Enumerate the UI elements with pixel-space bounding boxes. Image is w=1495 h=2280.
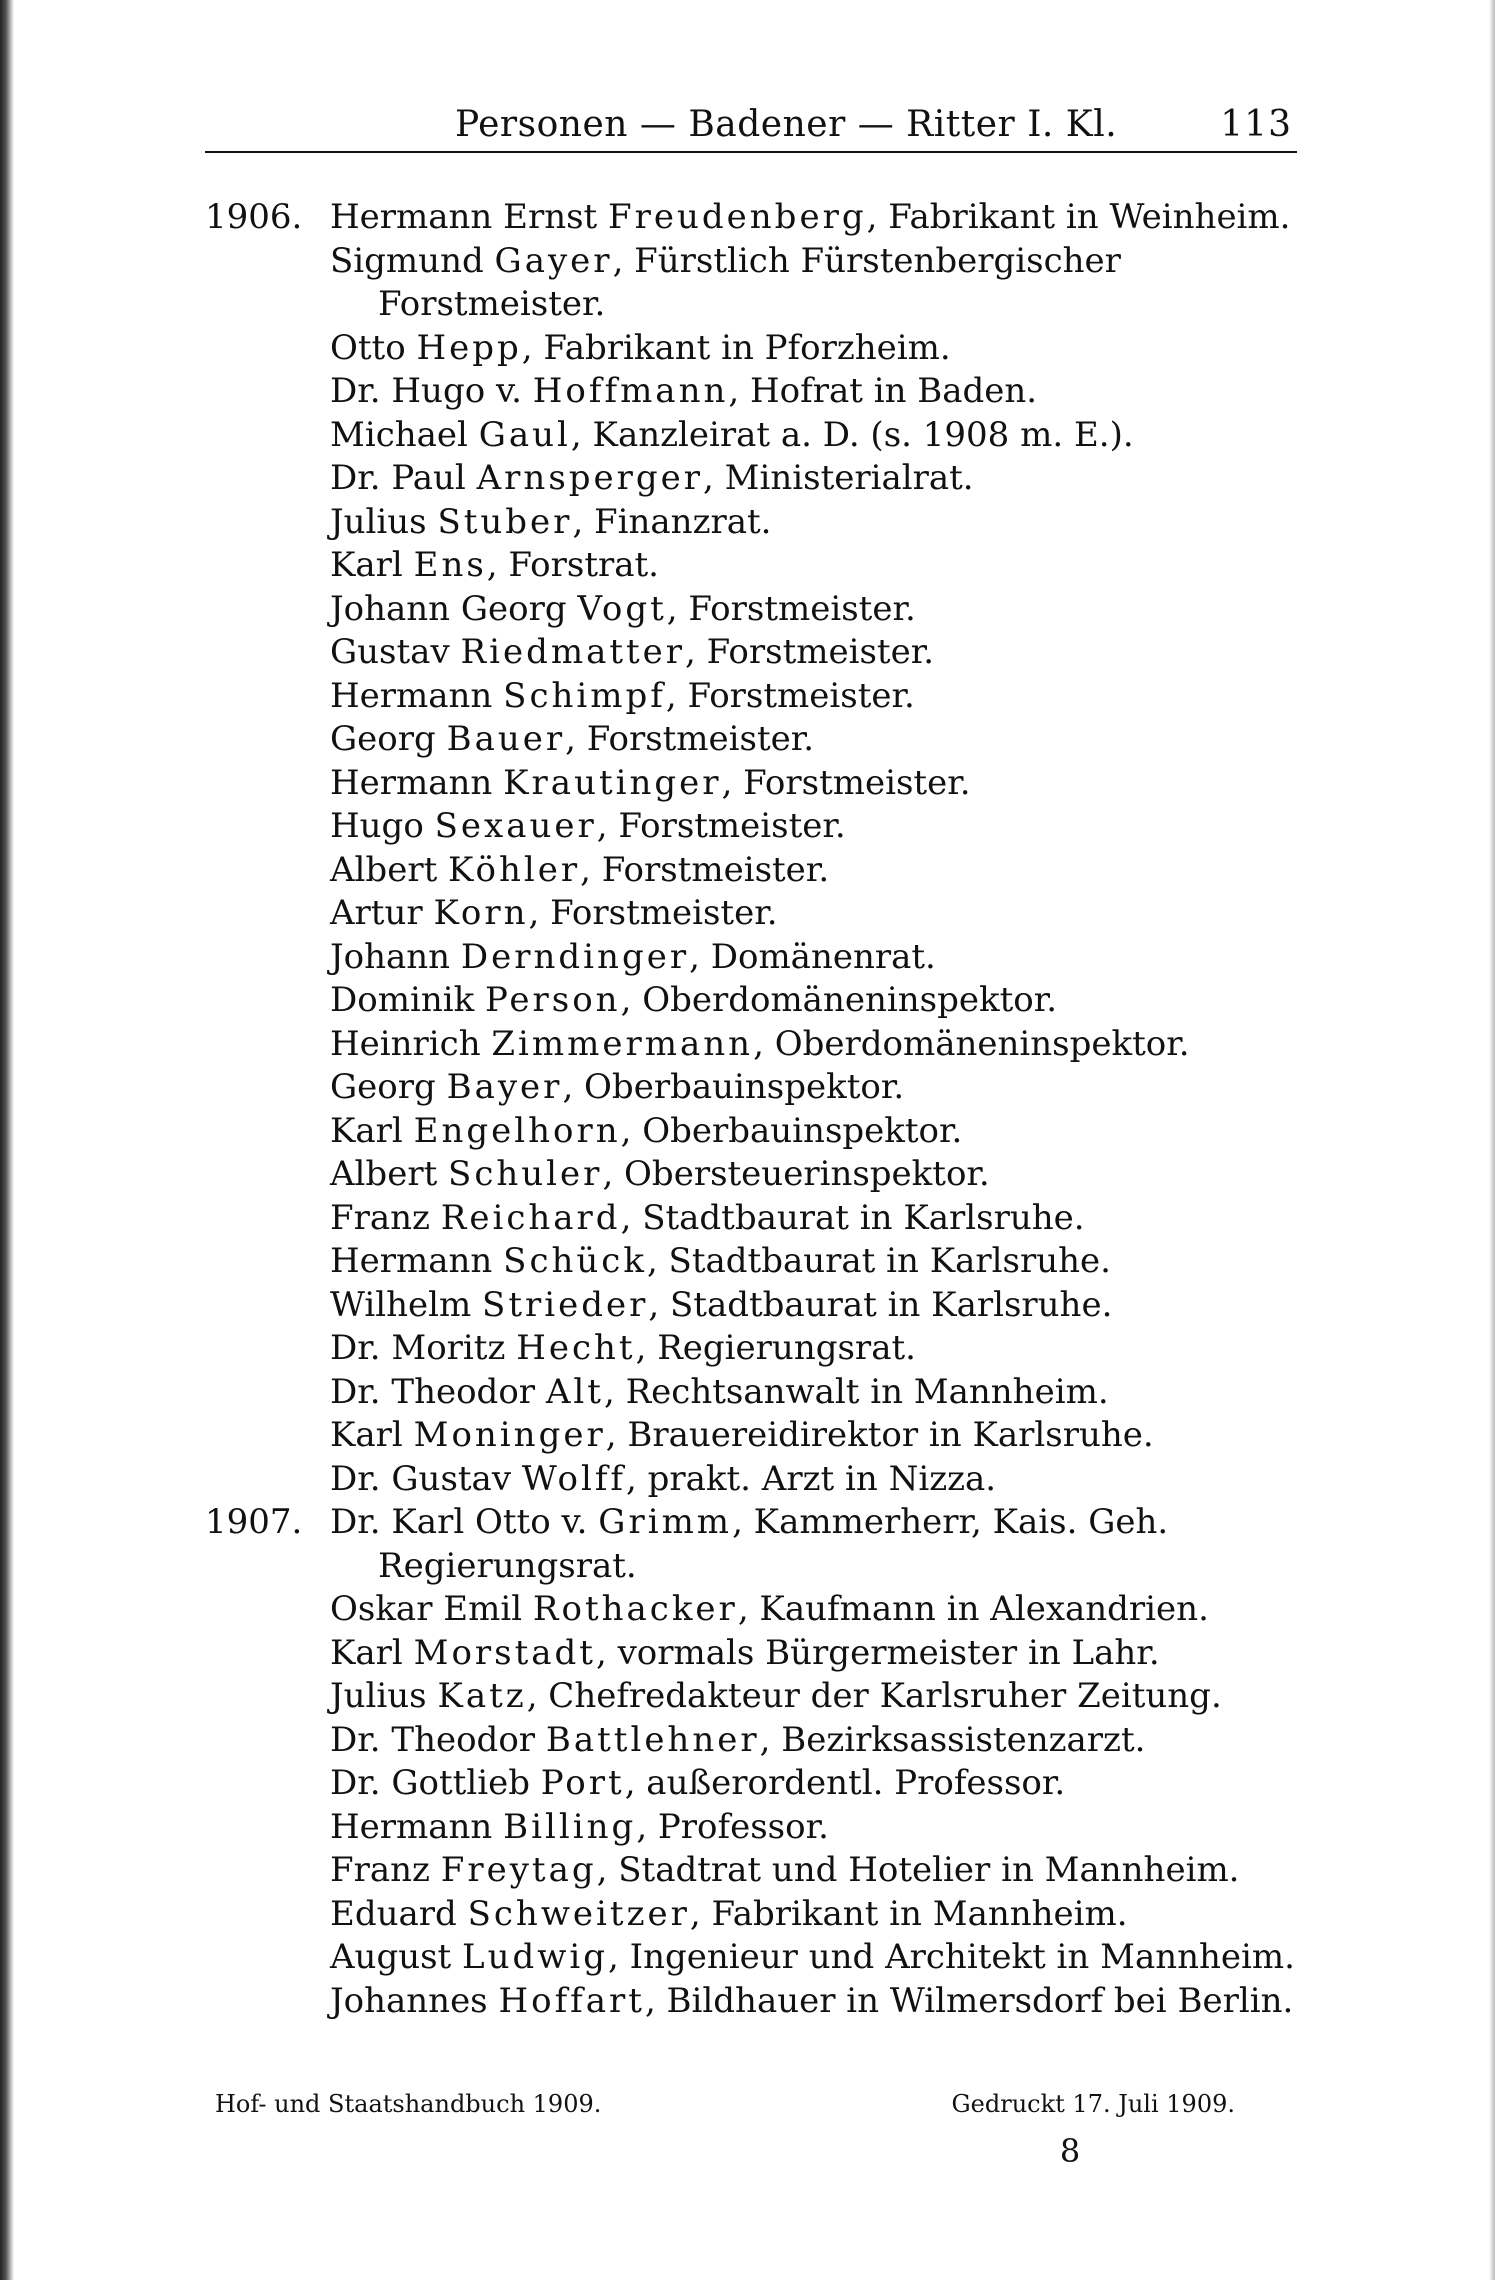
entry-text xyxy=(330,501,1297,545)
list-item xyxy=(205,1849,1297,1893)
list-item xyxy=(205,196,1297,240)
entry-description: , Brauereidirektor in Karlsruhe. xyxy=(605,1415,1154,1455)
list-item xyxy=(205,457,1297,501)
list-item xyxy=(205,849,1297,893)
entry-description: , Forstmeister. xyxy=(665,675,915,716)
entry-text xyxy=(330,1414,1297,1458)
entry-surname: Stuber xyxy=(437,501,573,542)
entry-description: , Fabrikant in Weinheim. xyxy=(866,197,1291,237)
entry-text xyxy=(330,936,1297,980)
entry-given-name: Dr. Karl Otto v. xyxy=(330,1502,588,1542)
list-item xyxy=(205,327,1297,371)
entry-given-name: Albert xyxy=(330,1154,438,1194)
entry-given-name: Hermann xyxy=(330,1806,493,1847)
entry-given-name: Wilhelm xyxy=(330,1284,472,1325)
entry-surname: Ens xyxy=(413,545,487,585)
entry-surname: Schweitzer xyxy=(467,1893,690,1934)
entry-text xyxy=(330,1240,1297,1284)
entry-surname: Strieder xyxy=(482,1284,649,1325)
entry-description: , Stadtbaurat in Karlsruhe. xyxy=(648,1284,1113,1325)
entry-given-name: Dr. Paul xyxy=(330,458,466,498)
entry-text xyxy=(330,1980,1297,2024)
entry-surname: Rothacker xyxy=(532,1589,738,1629)
list-item xyxy=(205,675,1297,719)
entry-given-name: Karl xyxy=(330,1110,403,1151)
entry-description: , Chefredakteur der Karlsruher Zeitung. xyxy=(526,1676,1222,1716)
entry-given-name: August xyxy=(330,1937,452,1977)
entry-description: , Forstrat. xyxy=(486,545,659,585)
entry-given-name: Dr. Gustav xyxy=(330,1458,512,1499)
entry-given-name: Hermann Ernst xyxy=(330,197,598,237)
list-item xyxy=(205,1327,1297,1371)
entry-text xyxy=(330,370,1297,414)
list-item xyxy=(205,1980,1297,2024)
entry-given-name: Dr. Moritz xyxy=(330,1328,506,1368)
entry-text xyxy=(330,1675,1297,1719)
entry-surname: Bayer xyxy=(446,1067,563,1107)
entry-surname: Hecht xyxy=(516,1328,636,1368)
entry-surname: Person xyxy=(485,980,621,1020)
entry-text xyxy=(330,805,1297,849)
list-item xyxy=(205,1806,1297,1850)
entry-surname: Hoffmann xyxy=(532,371,729,411)
entry-surname: Zimmermann xyxy=(491,1023,754,1064)
entry-text xyxy=(330,675,1297,719)
sheet-signature: 8 xyxy=(1059,2132,1081,2170)
entry-description: , Stadtrat und Hotelier in Mannheim. xyxy=(596,1850,1240,1890)
entry-given-name: Hermann xyxy=(330,1241,493,1281)
entry-description: , Bezirksassistenzarzt. xyxy=(759,1719,1146,1760)
list-item xyxy=(205,631,1297,675)
list-item xyxy=(205,1632,1297,1676)
entry-given-name: Dr. Hugo v. xyxy=(330,371,522,411)
entry-text xyxy=(330,457,1297,501)
entry-description: , Regierungsrat. xyxy=(635,1328,916,1368)
entry-description: , Forstmeister. xyxy=(596,806,846,846)
entry-text xyxy=(330,414,1297,458)
entry-given-name: Gustav xyxy=(330,632,450,672)
list-item xyxy=(205,414,1297,458)
entry-text xyxy=(330,1197,1297,1241)
list-item xyxy=(205,718,1297,762)
list-item xyxy=(205,1284,1297,1328)
entry-surname: Hepp xyxy=(416,327,522,368)
entry-description: , Forstmeister. xyxy=(528,893,778,933)
entry-text xyxy=(330,718,1297,762)
entry-given-name: Johann Georg xyxy=(330,588,567,629)
list-item xyxy=(205,1414,1297,1458)
entry-given-name: Albert xyxy=(330,849,438,890)
entry-surname: Schimpf xyxy=(503,675,666,716)
entry-surname: Grimm xyxy=(598,1502,733,1542)
entry-text xyxy=(330,196,1297,240)
entry-given-name: Dominik xyxy=(330,980,475,1020)
entry-surname: Moninger xyxy=(413,1415,606,1455)
entry-description: , Forstmeister. xyxy=(580,849,830,890)
entry-given-name: Georg xyxy=(330,719,436,759)
entry-given-name: Hermann xyxy=(330,762,493,803)
list-item xyxy=(205,936,1297,980)
entry-surname: Wolff xyxy=(521,1458,627,1499)
list-item xyxy=(205,588,1297,632)
entry-description: , Oberdomäneninspektor. xyxy=(620,980,1058,1020)
entry-surname: Reichard xyxy=(440,1197,621,1238)
entry-text xyxy=(330,1371,1297,1415)
entry-surname: Sexauer xyxy=(434,806,597,846)
entry-given-name: Karl xyxy=(330,1632,403,1673)
entry-description: , vormals Bürgermeister in Lahr. xyxy=(595,1632,1160,1673)
entry-given-name: Dr. Theodor xyxy=(330,1371,536,1412)
list-item xyxy=(205,1675,1297,1719)
list-item xyxy=(205,979,1297,1023)
entry-text xyxy=(330,588,1297,632)
entry-text xyxy=(330,849,1297,893)
entry-description: , Stadtbaurat in Karlsruhe. xyxy=(646,1241,1111,1281)
entry-given-name: Hugo xyxy=(330,806,424,846)
entry-surname: Morstadt xyxy=(413,1632,596,1673)
list-item xyxy=(205,1762,1297,1806)
entry-description: , Obersteuerinspektor. xyxy=(602,1154,990,1194)
entry-description: , Forstmeister. xyxy=(666,588,916,629)
entry-given-name: Georg xyxy=(330,1067,436,1107)
entry-year: 1907. xyxy=(205,1502,303,1542)
page-number: 113 xyxy=(1220,104,1292,145)
list-item xyxy=(205,1501,1297,1588)
entry-surname: Battlehner xyxy=(545,1719,760,1760)
entry-description: , Kaufmann in Alexandrien. xyxy=(737,1589,1209,1629)
entry-text xyxy=(330,1719,1297,1763)
entry-given-name: Dr. Theodor xyxy=(330,1719,536,1760)
entry-description: , Kammerherr, Kais. Geh. Regierungsrat. xyxy=(378,1502,1169,1586)
entry-text xyxy=(330,1936,1297,1980)
entry-surname: Krautinger xyxy=(503,762,722,803)
entry-text xyxy=(330,1066,1297,1110)
entry-description: , Oberbauinspektor. xyxy=(620,1110,963,1151)
list-item xyxy=(205,1066,1297,1110)
entry-given-name: Franz xyxy=(330,1197,430,1238)
scan-right-edge xyxy=(1489,0,1495,2280)
entry-given-name: Eduard xyxy=(330,1893,457,1934)
entry-given-name: Otto xyxy=(330,327,406,368)
entry-given-name: Dr. Gottlieb xyxy=(330,1763,530,1803)
entry-list xyxy=(205,196,1297,2023)
entry-description: , Forstmeister. xyxy=(721,762,971,803)
entry-given-name: Karl xyxy=(330,1415,403,1455)
entry-text xyxy=(330,979,1297,1023)
header-title: Personen — Badener — Ritter I. Kl. xyxy=(455,104,1118,145)
entry-description: , Ingenieur und Architekt in Mannheim. xyxy=(608,1937,1295,1977)
list-item xyxy=(205,1719,1297,1763)
entry-given-name: Michael xyxy=(330,414,468,455)
entry-given-name: Hermann xyxy=(330,675,493,716)
list-item xyxy=(205,762,1297,806)
entry-description: , Fabrikant in Mannheim. xyxy=(689,1893,1128,1934)
entry-text xyxy=(330,892,1297,936)
entry-surname: Derndinger xyxy=(460,936,690,977)
entry-surname: Schück xyxy=(503,1241,647,1281)
list-item xyxy=(205,1588,1297,1632)
entry-description: , Forstmeister. xyxy=(685,632,935,672)
entry-description: , Oberbauinspektor. xyxy=(562,1067,905,1107)
entry-description: , Fürstlich Fürstenbergischer Forstmeister. xyxy=(378,240,1121,324)
header-rule xyxy=(205,151,1297,153)
entry-description: , Stadtbaurat in Karlsruhe. xyxy=(620,1197,1085,1238)
entry-surname: Riedmatter xyxy=(460,632,686,672)
list-item xyxy=(205,1023,1297,1067)
entry-given-name: Johann xyxy=(330,936,451,977)
entry-text xyxy=(330,1458,1297,1502)
list-item xyxy=(205,805,1297,849)
list-item xyxy=(205,370,1297,414)
footer-publication: Hof- und Staatshandbuch 1909. xyxy=(215,2090,602,2118)
entry-surname: Ludwig xyxy=(462,1937,609,1977)
list-item xyxy=(205,1371,1297,1415)
entry-text xyxy=(330,1806,1297,1850)
list-item xyxy=(205,1240,1297,1284)
entry-surname: Korn xyxy=(433,893,529,933)
entry-description: , Rechtsanwalt in Mannheim. xyxy=(603,1371,1109,1412)
entry-surname: Gayer xyxy=(494,240,613,281)
entry-text xyxy=(330,762,1297,806)
list-item xyxy=(205,240,1297,327)
entry-text xyxy=(330,1849,1297,1893)
entry-text xyxy=(330,1632,1297,1676)
list-item xyxy=(205,1197,1297,1241)
entry-text xyxy=(330,1501,1297,1588)
entry-given-name: Julius xyxy=(330,501,427,542)
list-item xyxy=(205,1936,1297,1980)
entry-description: , außerordentl. Professor. xyxy=(624,1763,1066,1803)
entry-description: , prakt. Arzt in Nizza. xyxy=(626,1458,997,1499)
entry-text xyxy=(330,1284,1297,1328)
entry-surname: Freudenberg xyxy=(608,197,867,237)
entry-description: , Forstmeister. xyxy=(565,719,815,759)
entry-description: , Professor. xyxy=(636,1806,829,1847)
entry-surname: Bauer xyxy=(446,719,566,759)
entry-text xyxy=(330,240,1297,327)
list-item xyxy=(205,1458,1297,1502)
entry-given-name: Oskar Emil xyxy=(330,1589,523,1629)
entry-surname: Engelhorn xyxy=(413,1110,621,1151)
list-item xyxy=(205,1110,1297,1154)
list-item xyxy=(205,544,1297,588)
entry-description: , Finanzrat. xyxy=(572,501,772,542)
entry-given-name: Julius xyxy=(330,1676,427,1716)
entry-given-name: Karl xyxy=(330,545,403,585)
entry-year: 1906. xyxy=(205,197,303,237)
entry-given-name: Sigmund xyxy=(330,240,484,281)
entry-description: , Fabrikant in Pforzheim. xyxy=(521,327,951,368)
entry-text xyxy=(330,1023,1297,1067)
entry-surname: Alt xyxy=(545,1371,604,1412)
entry-text xyxy=(330,327,1297,371)
list-item xyxy=(205,1153,1297,1197)
entry-description: , Kanzleirat a. D. (s. 1908 m. E.). xyxy=(570,414,1134,455)
entry-surname: Hoffart xyxy=(498,1980,645,2021)
entry-given-name: Heinrich xyxy=(330,1023,481,1064)
list-item xyxy=(205,892,1297,936)
entry-text xyxy=(330,1153,1297,1197)
entry-description: , Domänenrat. xyxy=(689,936,936,977)
entry-text xyxy=(330,1110,1297,1154)
entry-description: , Bildhauer in Wilmersdorf bei Berlin. xyxy=(644,1980,1294,2021)
entry-text xyxy=(330,1588,1297,1632)
entry-text xyxy=(330,1762,1297,1806)
running-header xyxy=(205,100,1297,152)
entry-surname: Gaul xyxy=(478,414,571,455)
entry-given-name: Johannes xyxy=(330,1980,488,2021)
entry-surname: Freytag xyxy=(440,1850,597,1890)
entry-surname: Vogt xyxy=(577,588,667,629)
list-item xyxy=(205,501,1297,545)
entry-text xyxy=(330,1327,1297,1371)
entry-surname: Katz xyxy=(437,1676,527,1716)
list-item xyxy=(205,1893,1297,1937)
entry-surname: Arnsperger xyxy=(476,458,704,498)
entry-surname: Schuler xyxy=(448,1154,603,1194)
entry-description: , Ministerialrat. xyxy=(703,458,974,498)
footer-print-date: Gedruckt 17. Juli 1909. xyxy=(951,2090,1235,2118)
entry-surname: Port xyxy=(540,1763,625,1803)
entry-text xyxy=(330,544,1297,588)
entry-description: , Hofrat in Baden. xyxy=(728,371,1038,411)
entry-description: , Oberdomäneninspektor. xyxy=(753,1023,1190,1064)
scan-left-edge xyxy=(0,0,14,2280)
entry-given-name: Artur xyxy=(330,893,423,933)
page-footer xyxy=(215,2090,1235,2130)
entry-text xyxy=(330,1893,1297,1937)
entry-surname: Köhler xyxy=(448,849,581,890)
entry-given-name: Franz xyxy=(330,1850,430,1890)
entry-surname: Billing xyxy=(503,1806,637,1847)
entry-text xyxy=(330,631,1297,675)
